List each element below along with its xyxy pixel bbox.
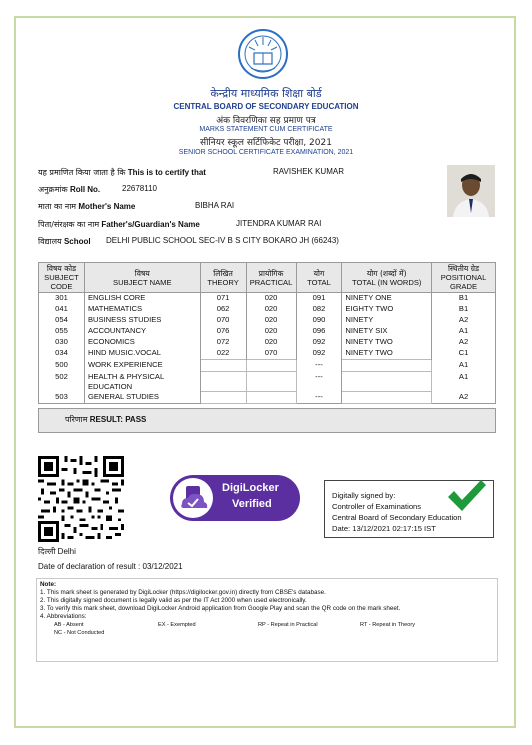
digital-signature-box (324, 480, 494, 538)
table-row: 055 ACCOUNTANCY 076 020 096 NINETY SIX A1 (39, 326, 496, 337)
note-item: 4. Abbreviations: (40, 613, 87, 620)
qr-code-icon[interactable] (38, 456, 124, 542)
header-subject-code: विषय कोड SUBJECT CODE (39, 263, 85, 293)
exam-name-hindi: सीनियर स्कूल सर्टिफिकेट परीक्षा, 2021 (200, 138, 332, 148)
father-name: JITENDRA KUMAR RAI (236, 219, 322, 228)
marks-table (38, 262, 496, 404)
result-value: PASS (125, 415, 147, 424)
digilocker-status: Verified (232, 498, 272, 510)
abbreviation-row: AB - Absent EX - Exempted RP - Repeat in Practical RT - Repeat in Theory (54, 622, 416, 628)
marks-statement-hindi: अंक विवरणिका सह प्रमाण पत्र (216, 116, 316, 126)
roll-number: 22678110 (122, 184, 157, 193)
checkmark-icon (445, 477, 487, 513)
header-theory: लिखित THEORY (200, 263, 246, 293)
board-name: CENTRAL BOARD OF SECONDARY EDUCATION (173, 102, 359, 111)
father-label: पिता/संरक्षक का नाम Father's/Guardian's Name (38, 220, 200, 229)
notes-title: Note: (40, 581, 57, 588)
place-line: दिल्ली Delhi (38, 547, 76, 556)
student-photo (447, 165, 495, 217)
declaration-line: Date of declaration of result : 03/12/2021 (38, 562, 183, 571)
notes-box (36, 578, 498, 662)
signature-text: Digitally signed by: Controller of Examinations Central Board of Secondary Education Date: 13/12/2021 02:17:15 IST (332, 491, 462, 533)
header-total: योग TOTAL (296, 263, 342, 293)
school-name: DELHI PUBLIC SCHOOL SEC-IV B S CITY BOKARO JH (66243) (106, 236, 339, 245)
exam-name: SENIOR SCHOOL CERTIFICATE EXAMINATION, 2021 (178, 149, 354, 156)
table-row: 030 ECONOMICS 072 020 092 NINETY TWO A2 (39, 337, 496, 348)
table-row: 500 WORK EXPERIENCE --- A1 (39, 360, 496, 372)
header-grade: स्थितीय ग्रेड POSITIONAL GRADE (432, 263, 496, 293)
mother-name: BIBHA RAI (195, 201, 235, 210)
note-item: 1. This mark sheet is generated by DigiLocker (https://digilocker.gov.in) directly from CBSE's database. (40, 589, 326, 596)
cbse-logo-icon (237, 28, 289, 80)
table-row: 503 GENERAL STUDIES --- A2 (39, 392, 496, 404)
student-name: RAVISHEK KUMAR (273, 167, 344, 176)
table-row: 301 ENGLISH CORE 071 020 091 NINETY ONE B1 (39, 293, 496, 305)
declaration-date: 03/12/2021 (142, 562, 183, 571)
table-row: 502 HEALTH & PHYSICAL EDUCATION --- A1 (39, 372, 496, 392)
note-item: 2. This digitally signed document is legally valid as per the IT Act 2000 when used electronically. (40, 597, 307, 604)
note-item: 3. To verify this mark sheet, download DigiLocker Android application from Google Play and scan the QR code on the mark sheet. (40, 605, 401, 612)
table-row: 034 HIND MUSIC.VOCAL 022 070 092 NINETY TWO C1 (39, 348, 496, 360)
header-practical: प्रायोगिक PRACTICAL (246, 263, 296, 293)
table-header-row (39, 263, 496, 293)
result-box (38, 408, 496, 433)
table-row: 054 BUSINESS STUDIES 070 020 090 NINETY A2 (39, 315, 496, 326)
digilocker-icon (173, 478, 213, 518)
table-row: 041 MATHEMATICS 062 020 082 EIGHTY TWO B1 (39, 304, 496, 315)
mother-label: माता का नाम Mother's Name (38, 202, 136, 211)
abbreviation-row: NC - Not Conducted (54, 630, 105, 636)
certify-line: यह प्रमाणित किया जाता है कि This is to certify that (38, 168, 206, 177)
result-line: परिणाम RESULT: PASS (65, 415, 147, 424)
school-label: विद्यालय School (38, 237, 91, 246)
roll-label: अनुक्रमांक Roll No. (38, 185, 101, 194)
header-subject-name: विषय SUBJECT NAME (84, 263, 200, 293)
header-total-words: योग (शब्दों में) TOTAL (IN WORDS) (342, 263, 432, 293)
marks-statement-title: MARKS STATEMENT CUM CERTIFICATE (199, 126, 333, 133)
digilocker-verified-badge (170, 475, 300, 521)
board-name-hindi: केन्द्रीय माध्यमिक शिक्षा बोर्ड (210, 87, 322, 100)
digilocker-title: DigiLocker (222, 482, 279, 494)
